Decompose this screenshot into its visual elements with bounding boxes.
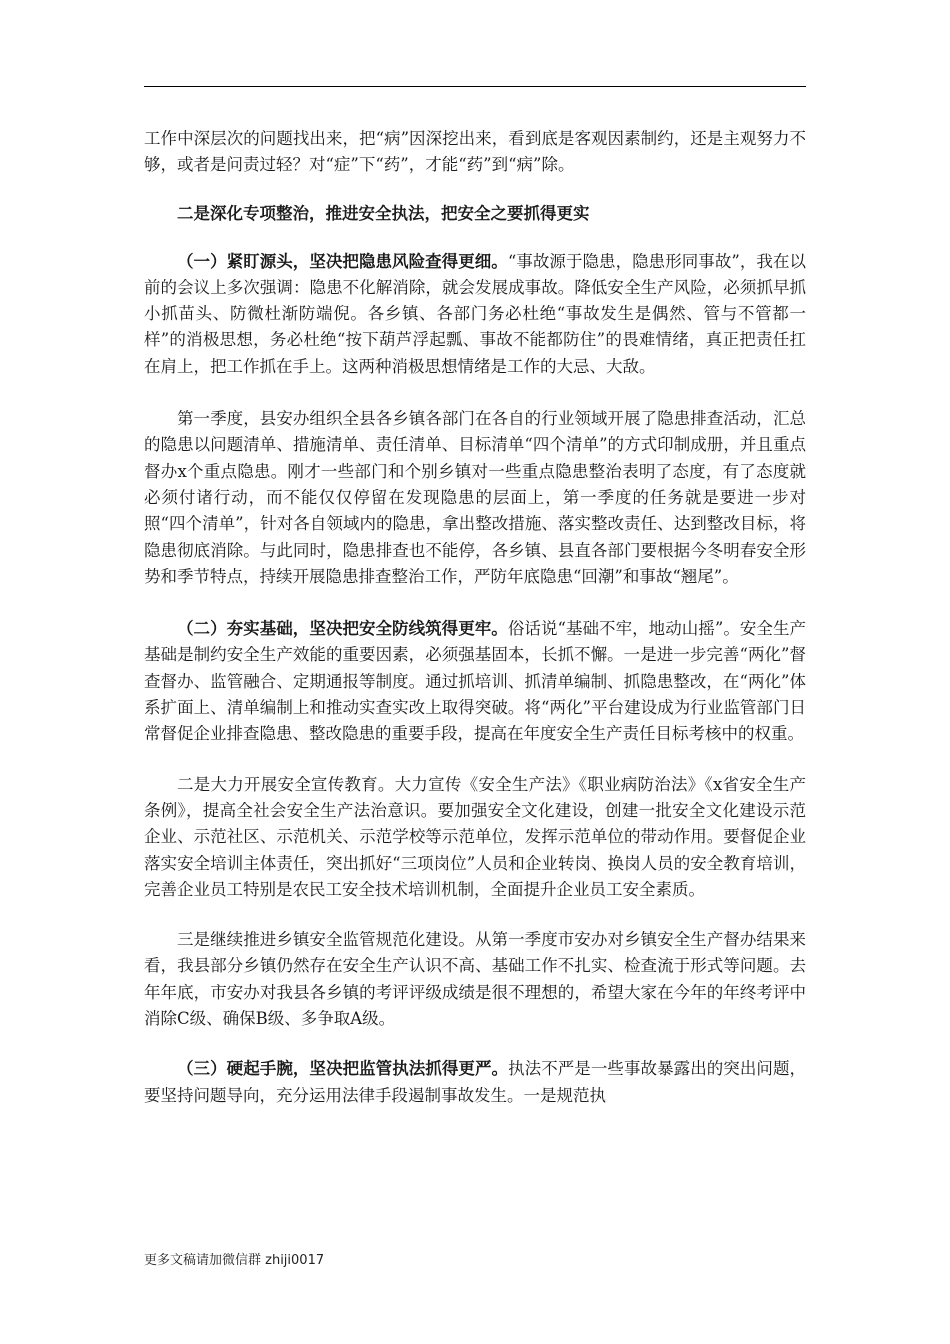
paragraph-first-quarter: 第一季度，县安办组织全县各乡镇各部门在各自的行业领域开展了隐患排查活动，汇总的隐患以问题清单、措施清单、责任清单、目标清单“四个清单”的方式印制成册，并且重点督办x个重点隐患。刚才一些部门和个别乡镇对一些重点隐患整治表明了态度，有了态度就必须付诸行动，而不能仅仅停留在发现隐患的层面上，第一季度的任务就是要进一步对照“四个清单”，针对各自领域内的隐患，拿出整改措施、落实整改责任、达到整改目标，将隐患彻底消除。与此同时，隐患排查也不能停，各乡镇、县直各部门要根据今冬明春安全形势和季节特点，持续开展隐患排查整治工作，严防年底隐患“回潮”和事故“翘尾”。: [144, 409, 806, 586]
header-rule: [144, 86, 806, 87]
subheading-foundation: （二）夯实基础，坚决把安全防线筑得更牢。: [177, 619, 508, 639]
section-heading: 二是深化专项整治，推进安全执法，把安全之要抓得更实: [177, 203, 590, 223]
paragraph-source-control: [144, 249, 806, 380]
document-body: [144, 126, 806, 1109]
paragraph-continuation: 工作中深层次的问题找出来，把“病”因深挖出来，看到底是客观因素制约，还是主观努力不够，或者是问责过轻？对“症”下“药”，才能“药”到“病”除。: [144, 129, 806, 175]
paragraph-safety-education: 二是大力开展安全宣传教育。大力宣传《安全生产法》《职业病防治法》《x省安全生产条例》，提高全社会安全生产法治意识。要加强安全文化建设，创建一批安全文化建设示范企业、示范社区、示范机关、示范学校等示范单位，发挥示范单位的带动作用。要督促企业落实安全培训主体责任，突出抓好“三项岗位”人员和企业转岗、换岗人员的安全教育培训，完善企业员工特别是农民工安全技术培训机制，全面提升企业员工安全素质。: [144, 774, 806, 899]
paragraph-enforcement-body: 执法不严是一些事故暴露出的突出问题，要坚持问题导向，充分运用法律手段遏制事故发生。一是规范执: [144, 1059, 807, 1105]
footer-note: 更多文稿请加微信群 zhiji0017: [144, 1253, 325, 1268]
paragraph-township-supervision: 三是继续推进乡镇安全监管规范化建设。从第一季度市安办对乡镇安全生产督办结果来看，我县部分乡镇仍然存在安全生产认识不高、基础工作不扎实、检查流于形式等问题。去年年底，市安办对我县各乡镇的考评评级成绩是很不理想的，希望大家在今年的年终考评中消除C级、确保B级、多争取A级。: [144, 930, 806, 1029]
subheading-enforcement: （三）硬起手腕，坚决把监管执法抓得更严。: [177, 1059, 509, 1079]
paragraph-foundation-body: 俗话说“基础不牢，地动山摇”。安全生产基础是制约安全生产效能的重要因素，必须强基固本，长抓不懈。一是进一步完善“两化”督查督办、监管融合、定期通报等制度。通过抓培训、抓清单编制、抓隐患整改，在“两化”体系扩面上、清单编制上和推动实查实改上取得突破。将“两化”平台建设成为行业监管部门日常督促企业排查隐患、整改隐患的重要手段，提高在年度安全生产责任目标考核中的权重。: [144, 619, 806, 744]
paragraph-enforcement: [144, 1056, 806, 1109]
subheading-source-control: （一）紧盯源头，坚决把隐患风险查得更细。: [177, 251, 508, 271]
paragraph-foundation: [144, 616, 806, 747]
paragraph-source-control-body: “事故源于隐患，隐患形同事故”，我在以前的会议上多次强调：隐患不化解消除，就会发展成事故。降低安全生产风险，必须抓早抓小抓苗头、防微杜渐防端倪。各乡镇、各部门务必杜绝“事故发生是偶然、管与不管都一样”的消极思想，务必杜绝“按下葫芦浮起瓢、事故不能都防住”的畏难情绪，真正把责任扛在肩上，把工作抓在手上。这两种消极思想情绪是工作的大忌、大敌。: [144, 251, 806, 376]
